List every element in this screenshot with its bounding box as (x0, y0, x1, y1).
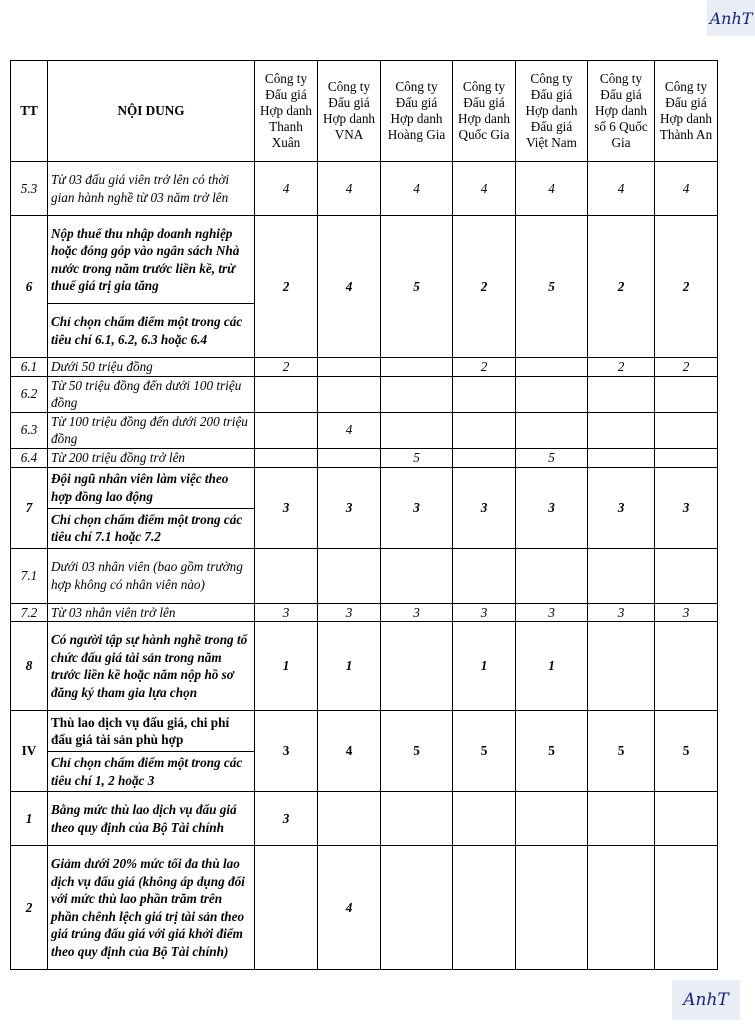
header-company-7: Công ty Đấu giá Hợp danh Thành An (655, 61, 718, 162)
score-cell: 2 (255, 358, 318, 377)
row-number: 8 (11, 622, 48, 711)
header-noi-dung: NỘI DUNG (48, 61, 255, 162)
signature-initials-bottom: AnhT (672, 980, 740, 1020)
score-cell (453, 792, 516, 846)
score-cell: 5 (588, 711, 655, 792)
score-cell: 2 (255, 216, 318, 358)
header-tt: TT (11, 61, 48, 162)
score-cell: 2 (588, 216, 655, 358)
score-cell: 5 (381, 448, 453, 467)
score-cell (255, 412, 318, 448)
score-cell: 4 (318, 216, 381, 358)
score-cell: 3 (318, 603, 381, 622)
score-cell: 3 (453, 603, 516, 622)
score-cell (516, 846, 588, 970)
row-note: Chỉ chọn chấm điểm một trong các tiêu chí 6.1, 6.2, 6.3 hoặc 6.4 (48, 304, 255, 358)
score-cell (255, 376, 318, 412)
header-company-4: Công ty Đấu giá Hợp danh Quốc Gia (453, 61, 516, 162)
score-cell: 3 (255, 792, 318, 846)
score-cell (381, 792, 453, 846)
score-cell (588, 412, 655, 448)
score-cell: 3 (255, 467, 318, 548)
header-company-2: Công ty Đấu giá Hợp danh VNA (318, 61, 381, 162)
score-cell (318, 792, 381, 846)
score-cell (318, 358, 381, 377)
score-cell: 3 (381, 603, 453, 622)
score-cell: 1 (255, 622, 318, 711)
row-number: 6 (11, 216, 48, 358)
table-row (11, 603, 718, 622)
score-cell (588, 622, 655, 711)
row-number: 6.4 (11, 448, 48, 467)
score-cell: 4 (453, 162, 516, 216)
score-cell: 4 (318, 846, 381, 970)
score-cell (453, 376, 516, 412)
score-cell (588, 376, 655, 412)
header-company-6: Công ty Đấu giá Hợp danh số 6 Quốc Gia (588, 61, 655, 162)
score-cell (655, 792, 718, 846)
table-row (11, 412, 718, 448)
table-row (11, 846, 718, 970)
score-cell: 4 (255, 162, 318, 216)
row-number: 6.1 (11, 358, 48, 377)
score-cell: 1 (453, 622, 516, 711)
score-cell: 5 (516, 711, 588, 792)
score-cell: 5 (516, 448, 588, 467)
score-cell (381, 358, 453, 377)
row-content: Từ 100 triệu đồng đến dưới 200 triệu đồng (48, 412, 255, 448)
score-cell: 3 (318, 467, 381, 548)
score-cell (516, 412, 588, 448)
score-cell: 3 (588, 467, 655, 548)
row-content: Thù lao dịch vụ đấu giá, chi phí đấu giá tài sản phù hợp (48, 711, 255, 752)
score-cell (453, 846, 516, 970)
score-cell: 3 (255, 711, 318, 792)
header-company-5: Công ty Đấu giá Hợp danh Đấu giá Việt Nam (516, 61, 588, 162)
row-number: 7.1 (11, 548, 48, 603)
table-row (11, 358, 718, 377)
row-number: 2 (11, 846, 48, 970)
table-row (11, 467, 718, 508)
score-cell (255, 846, 318, 970)
score-cell (655, 412, 718, 448)
table-row (11, 376, 718, 412)
score-cell (318, 448, 381, 467)
score-cell: 4 (318, 711, 381, 792)
row-content: Có người tập sự hành nghề trong tổ chức đấu giá tài sản trong năm trước liền kề hoặc năm nộp hồ sơ đăng ký tham gia lựa chọn (48, 622, 255, 711)
score-cell (453, 412, 516, 448)
row-content: Đội ngũ nhân viên làm việc theo hợp đồng lao động (48, 467, 255, 508)
row-content: Từ 50 triệu đồng đến dưới 100 triệu đồng (48, 376, 255, 412)
score-cell: 4 (655, 162, 718, 216)
score-cell (381, 548, 453, 603)
score-cell (588, 548, 655, 603)
score-cell: 5 (381, 711, 453, 792)
score-cell: 2 (453, 358, 516, 377)
score-cell: 5 (516, 216, 588, 358)
score-cell: 3 (381, 467, 453, 548)
score-cell: 3 (255, 603, 318, 622)
row-content: Bằng mức thù lao dịch vụ đấu giá theo quy định của Bộ Tài chính (48, 792, 255, 846)
row-content: Từ 03 đấu giá viên trở lên có thời gian hành nghề từ 03 năm trở lên (48, 162, 255, 216)
score-cell: 4 (318, 162, 381, 216)
row-note: Chỉ chọn chấm điểm một trong các tiêu chí 1, 2 hoặc 3 (48, 752, 255, 792)
score-cell: 5 (381, 216, 453, 358)
score-cell: 2 (588, 358, 655, 377)
score-cell (255, 548, 318, 603)
score-cell: 5 (453, 711, 516, 792)
score-cell: 4 (318, 412, 381, 448)
score-cell: 3 (588, 603, 655, 622)
score-cell (255, 448, 318, 467)
score-cell (655, 846, 718, 970)
score-cell (588, 792, 655, 846)
score-cell (381, 412, 453, 448)
scoring-table (10, 60, 718, 970)
score-cell (655, 448, 718, 467)
score-cell: 2 (655, 216, 718, 358)
row-number: 6.2 (11, 376, 48, 412)
score-cell: 4 (381, 162, 453, 216)
row-number: 7.2 (11, 603, 48, 622)
score-cell (516, 376, 588, 412)
row-number: 6.3 (11, 412, 48, 448)
score-cell (516, 792, 588, 846)
row-content: Dưới 03 nhân viên (bao gồm trường hợp không có nhân viên nào) (48, 548, 255, 603)
header-company-1: Công ty Đấu giá Hợp danh Thanh Xuân (255, 61, 318, 162)
score-cell: 4 (588, 162, 655, 216)
score-cell: 3 (516, 467, 588, 548)
score-cell (453, 548, 516, 603)
row-content: Từ 03 nhân viên trở lên (48, 603, 255, 622)
score-cell: 3 (516, 603, 588, 622)
score-cell: 4 (516, 162, 588, 216)
table-row (11, 792, 718, 846)
score-cell (453, 448, 516, 467)
table-row (11, 162, 718, 216)
row-content: Dưới 50 triệu đồng (48, 358, 255, 377)
score-cell: 1 (318, 622, 381, 711)
row-content: Giảm dưới 20% mức tối đa thù lao dịch vụ đấu giá (không áp dụng đối với mức thù lao phần trăm trên phần chênh lệch giá trị tài sản theo giá trúng đấu giá với giá khởi điểm theo quy định của Bộ Tài chính) (48, 846, 255, 970)
score-cell (381, 622, 453, 711)
score-cell (381, 376, 453, 412)
score-cell: 3 (655, 467, 718, 548)
table-row (11, 622, 718, 711)
signature-initials-top: AnhT (707, 0, 755, 36)
score-cell: 5 (655, 711, 718, 792)
score-cell: 3 (453, 467, 516, 548)
score-cell (655, 548, 718, 603)
row-note: Chỉ chọn chấm điểm một trong các tiêu chí 7.1 hoặc 7.2 (48, 508, 255, 548)
row-content: Nộp thuế thu nhập doanh nghiệp hoặc đóng góp vào ngân sách Nhà nước trong năm trước liền kề, trừ thuế giá trị gia tăng (48, 216, 255, 304)
header-row (11, 61, 718, 162)
header-company-3: Công ty Đấu giá Hợp danh Hoàng Gia (381, 61, 453, 162)
score-cell: 3 (655, 603, 718, 622)
score-cell (655, 622, 718, 711)
table-row (11, 548, 718, 603)
table-row (11, 711, 718, 752)
score-cell (516, 548, 588, 603)
row-number: 1 (11, 792, 48, 846)
score-cell: 1 (516, 622, 588, 711)
score-cell (588, 448, 655, 467)
score-cell (516, 358, 588, 377)
score-cell: 2 (453, 216, 516, 358)
row-number: 5.3 (11, 162, 48, 216)
score-cell (588, 846, 655, 970)
row-number: IV (11, 711, 48, 792)
score-cell (318, 548, 381, 603)
score-cell (655, 376, 718, 412)
row-number: 7 (11, 467, 48, 548)
score-cell (381, 846, 453, 970)
table-row (11, 216, 718, 304)
score-cell (318, 376, 381, 412)
row-content: Từ 200 triệu đồng trở lên (48, 448, 255, 467)
score-cell: 2 (655, 358, 718, 377)
table-row (11, 448, 718, 467)
